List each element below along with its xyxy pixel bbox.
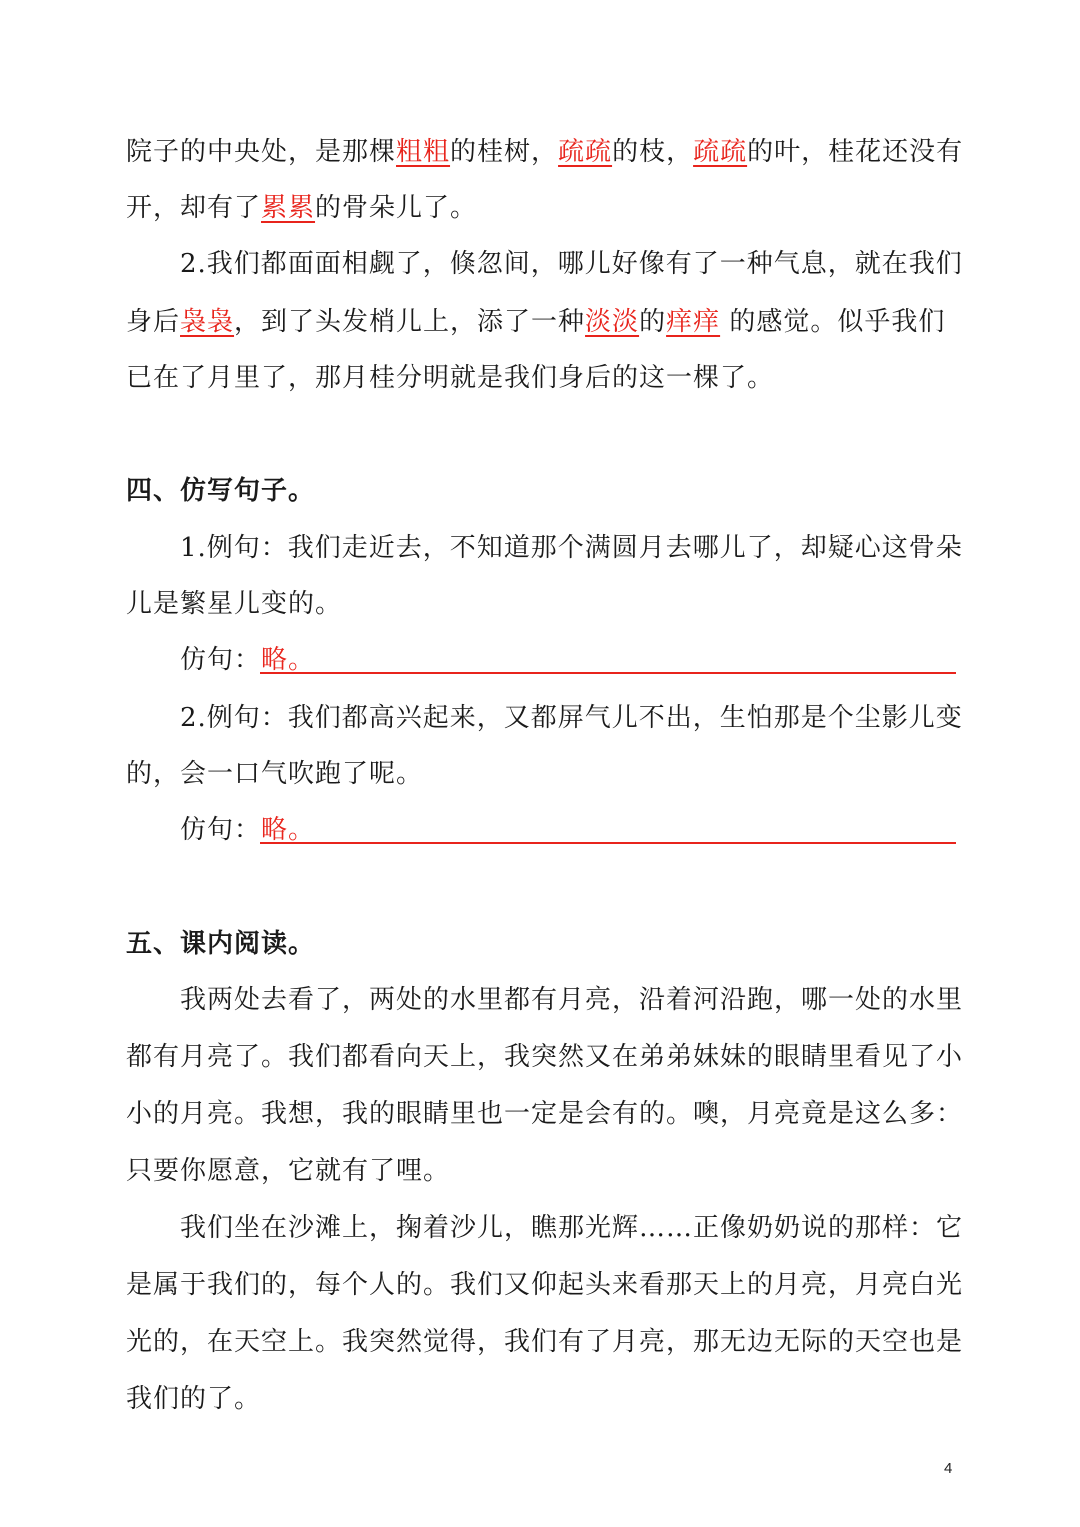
passage-p1-line: 都有月亮了。我们都看向天上，我突然又在弟弟妹妹的眼睛里看见了小 xyxy=(126,1042,964,1072)
answer-label: 仿句： xyxy=(180,645,262,675)
answer-word: 累累 xyxy=(261,193,316,223)
item1-line1 xyxy=(126,132,963,172)
answer-underline xyxy=(260,842,956,844)
answer-word: 淡淡 xyxy=(585,307,640,337)
item2-line1: 2.我们都面面相觑了，倏忽间，哪儿好像有了一种气息，就在我们 xyxy=(180,249,963,279)
section-heading-4: 四、仿写句子。 xyxy=(126,476,316,506)
passage-p2-line: 光的，在天空上。我突然觉得，我们有了月亮，那无边无际的天空也是 xyxy=(126,1327,964,1357)
answer-underline xyxy=(260,672,956,674)
example2-line2: 的，会一口气吹跑了呢。 xyxy=(126,759,424,789)
text: 开，却有了 xyxy=(126,193,262,223)
passage-p1-line: 只要你愿意，它就有了哩。 xyxy=(126,1156,451,1186)
text: 的骨朵儿了。 xyxy=(315,193,478,223)
answer-word: 痒痒 xyxy=(666,307,721,337)
answer-word: 粗粗 xyxy=(396,137,451,167)
example1-answer xyxy=(180,640,315,680)
answer-word: 袅袅 xyxy=(180,307,235,337)
example1-line1: 1.例句：我们走近去，不知道那个满圆月去哪儿了，却疑心这骨朵 xyxy=(180,533,963,563)
section-heading-5: 五、课内阅读。 xyxy=(126,929,316,959)
text: 的叶，桂花还没有 xyxy=(747,137,964,167)
item2-line3: 已在了月里了，那月桂分明就是我们身后的这一棵了。 xyxy=(126,363,775,393)
answer-word: 疏疏 xyxy=(693,137,748,167)
text: 的桂树， xyxy=(450,137,559,167)
example2-line1: 2.例句：我们都高兴起来，又都屏气儿不出，生怕那是个尘影儿变 xyxy=(180,703,963,733)
item1-line2 xyxy=(126,188,477,228)
example2-answer xyxy=(180,810,315,850)
passage-p2-line: 我们坐在沙滩上，掬着沙儿，瞧那光辉……正像奶奶说的那样：它 xyxy=(180,1213,964,1243)
page-number: 4 xyxy=(944,1460,953,1477)
text: 身后 xyxy=(126,307,181,337)
passage-p1-line: 我两处去看了，两处的水里都有月亮，沿着河沿跑，哪一处的水里 xyxy=(180,985,964,1015)
passage-p2-line: 是属于我们的，每个人的。我们又仰起头来看那天上的月亮，月亮白光 xyxy=(126,1270,964,1300)
answer-label: 仿句： xyxy=(180,815,262,845)
text: 院子的中央处，是那棵 xyxy=(126,137,397,167)
item2-line2 xyxy=(126,302,945,342)
text: ，到了头发梢儿上，添了一种 xyxy=(234,307,586,337)
passage-p1-line: 小的月亮。我想，我的眼睛里也一定是会有的。噢，月亮竟是这么多： xyxy=(126,1099,964,1129)
answer-text: 略。 xyxy=(261,815,316,845)
example1-line2: 儿是繁星儿变的。 xyxy=(126,589,343,619)
passage-p2-line: 我们的了。 xyxy=(126,1384,262,1414)
text: 的感觉。似乎我们 xyxy=(720,307,946,337)
answer-text: 略。 xyxy=(261,645,316,675)
text: 的 xyxy=(639,307,667,337)
text: 的枝， xyxy=(612,137,694,167)
answer-word: 疏疏 xyxy=(558,137,613,167)
